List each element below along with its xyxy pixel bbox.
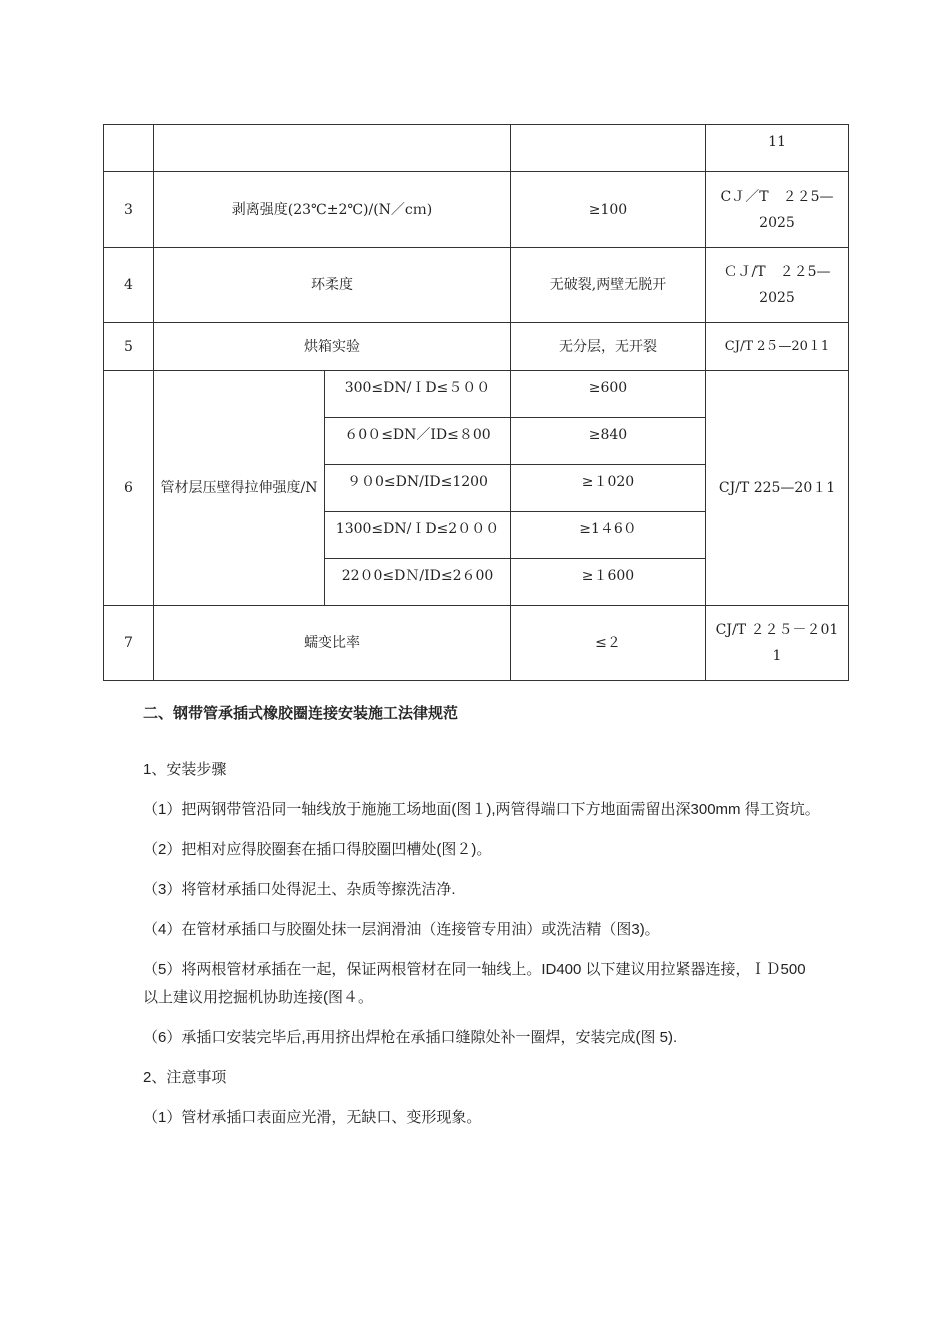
item-cell: 烘箱实验: [154, 323, 511, 371]
requirement-cell: 无破裂,两壁无脱开: [511, 248, 706, 323]
step-item: （6）承插口安装完毕后,再用挤出焊枪在承插口缝隙处补一圈焊，安装完成(图 5).: [143, 1029, 678, 1046]
step-item: （1）把两钢带管沿同一轴线放于施施工场地面(图１),两管得端口下方地面需留出深300mm 得工资坑。: [143, 801, 820, 818]
row-number: 5: [104, 323, 154, 371]
subheading-install-steps: 1、安装步骤: [143, 761, 227, 778]
standard-cell: CJ/T 225—20１1: [706, 371, 849, 606]
standard-cell: CＪ／T ２２5—2025: [706, 172, 849, 248]
section-heading: 二、钢带管承插式橡胶圈连接安装施工法律规范: [143, 705, 459, 722]
table-row: [104, 323, 849, 371]
table-row: [104, 371, 849, 418]
step-item: （3）将管材承插口处得泥土、杂质等擦洗洁净.: [143, 881, 456, 898]
requirement-cell: ≤２: [511, 606, 706, 681]
range-cell: 300≤DN/ＩD≤５００: [325, 371, 511, 418]
subheading-notes: 2、注意事项: [143, 1069, 227, 1086]
item-cell: [154, 125, 511, 172]
requirement-cell: ≥１600: [511, 559, 706, 606]
requirement-cell: ≥600: [511, 371, 706, 418]
note-item: （1）管材承插口表面应光滑，无缺口、变形现象。: [143, 1109, 482, 1126]
table-row: [104, 172, 849, 248]
requirement-cell: [511, 125, 706, 172]
row-number: 4: [104, 248, 154, 323]
step-item: （5）将两根管材承插在一起，保证两根管材在同一轴线上。ID400 以下建议用拉紧器连接，ＩＤ500 以上建议用挖掘机协助连接(图４。: [143, 961, 806, 1006]
standard-cell: 11: [706, 125, 849, 172]
row-number: [104, 125, 154, 172]
row-number: 6: [104, 371, 154, 606]
standard-cell: CJ/T ２２５－２01 1: [706, 606, 849, 681]
item-cell: 管材层压壁得拉伸强度/N: [154, 371, 325, 606]
standard-cell: CJ/T 2５—20１1: [706, 323, 849, 371]
section-body: [143, 700, 823, 1132]
step-item: （2）把相对应得胶圈套在插口得胶圈凹槽处(图２)。: [143, 841, 492, 858]
standard-cell: ＣＪ/T ２２5—2025: [706, 248, 849, 323]
row-number: 7: [104, 606, 154, 681]
range-cell: 1300≤DN/ＩD≤2０００: [325, 512, 511, 559]
requirement-cell: ≥1４6０: [511, 512, 706, 559]
table-row: [104, 248, 849, 323]
table-row: [104, 125, 849, 172]
requirement-cell: ≥１020: [511, 465, 706, 512]
requirement-cell: 无分层，无开裂: [511, 323, 706, 371]
spec-table: [103, 124, 849, 681]
range-cell: 22０0≤DＮ/ID≤2６00: [325, 559, 511, 606]
requirement-cell: ≥840: [511, 418, 706, 465]
requirement-cell: ≥100: [511, 172, 706, 248]
range-cell: ９０0≤DN/ID≤1200: [325, 465, 511, 512]
item-cell: 剥离强度(23℃±2℃)/(N／cｍ): [154, 172, 511, 248]
item-cell: 环柔度: [154, 248, 511, 323]
range-cell: ６0０≤DN／ID≤８00: [325, 418, 511, 465]
row-number: 3: [104, 172, 154, 248]
table-row: [104, 606, 849, 681]
step-item: （4）在管材承插口与胶圈处抹一层润滑油（连接管专用油）或洗洁精（图3)。: [143, 921, 660, 938]
item-cell: 蠕变比率: [154, 606, 511, 681]
